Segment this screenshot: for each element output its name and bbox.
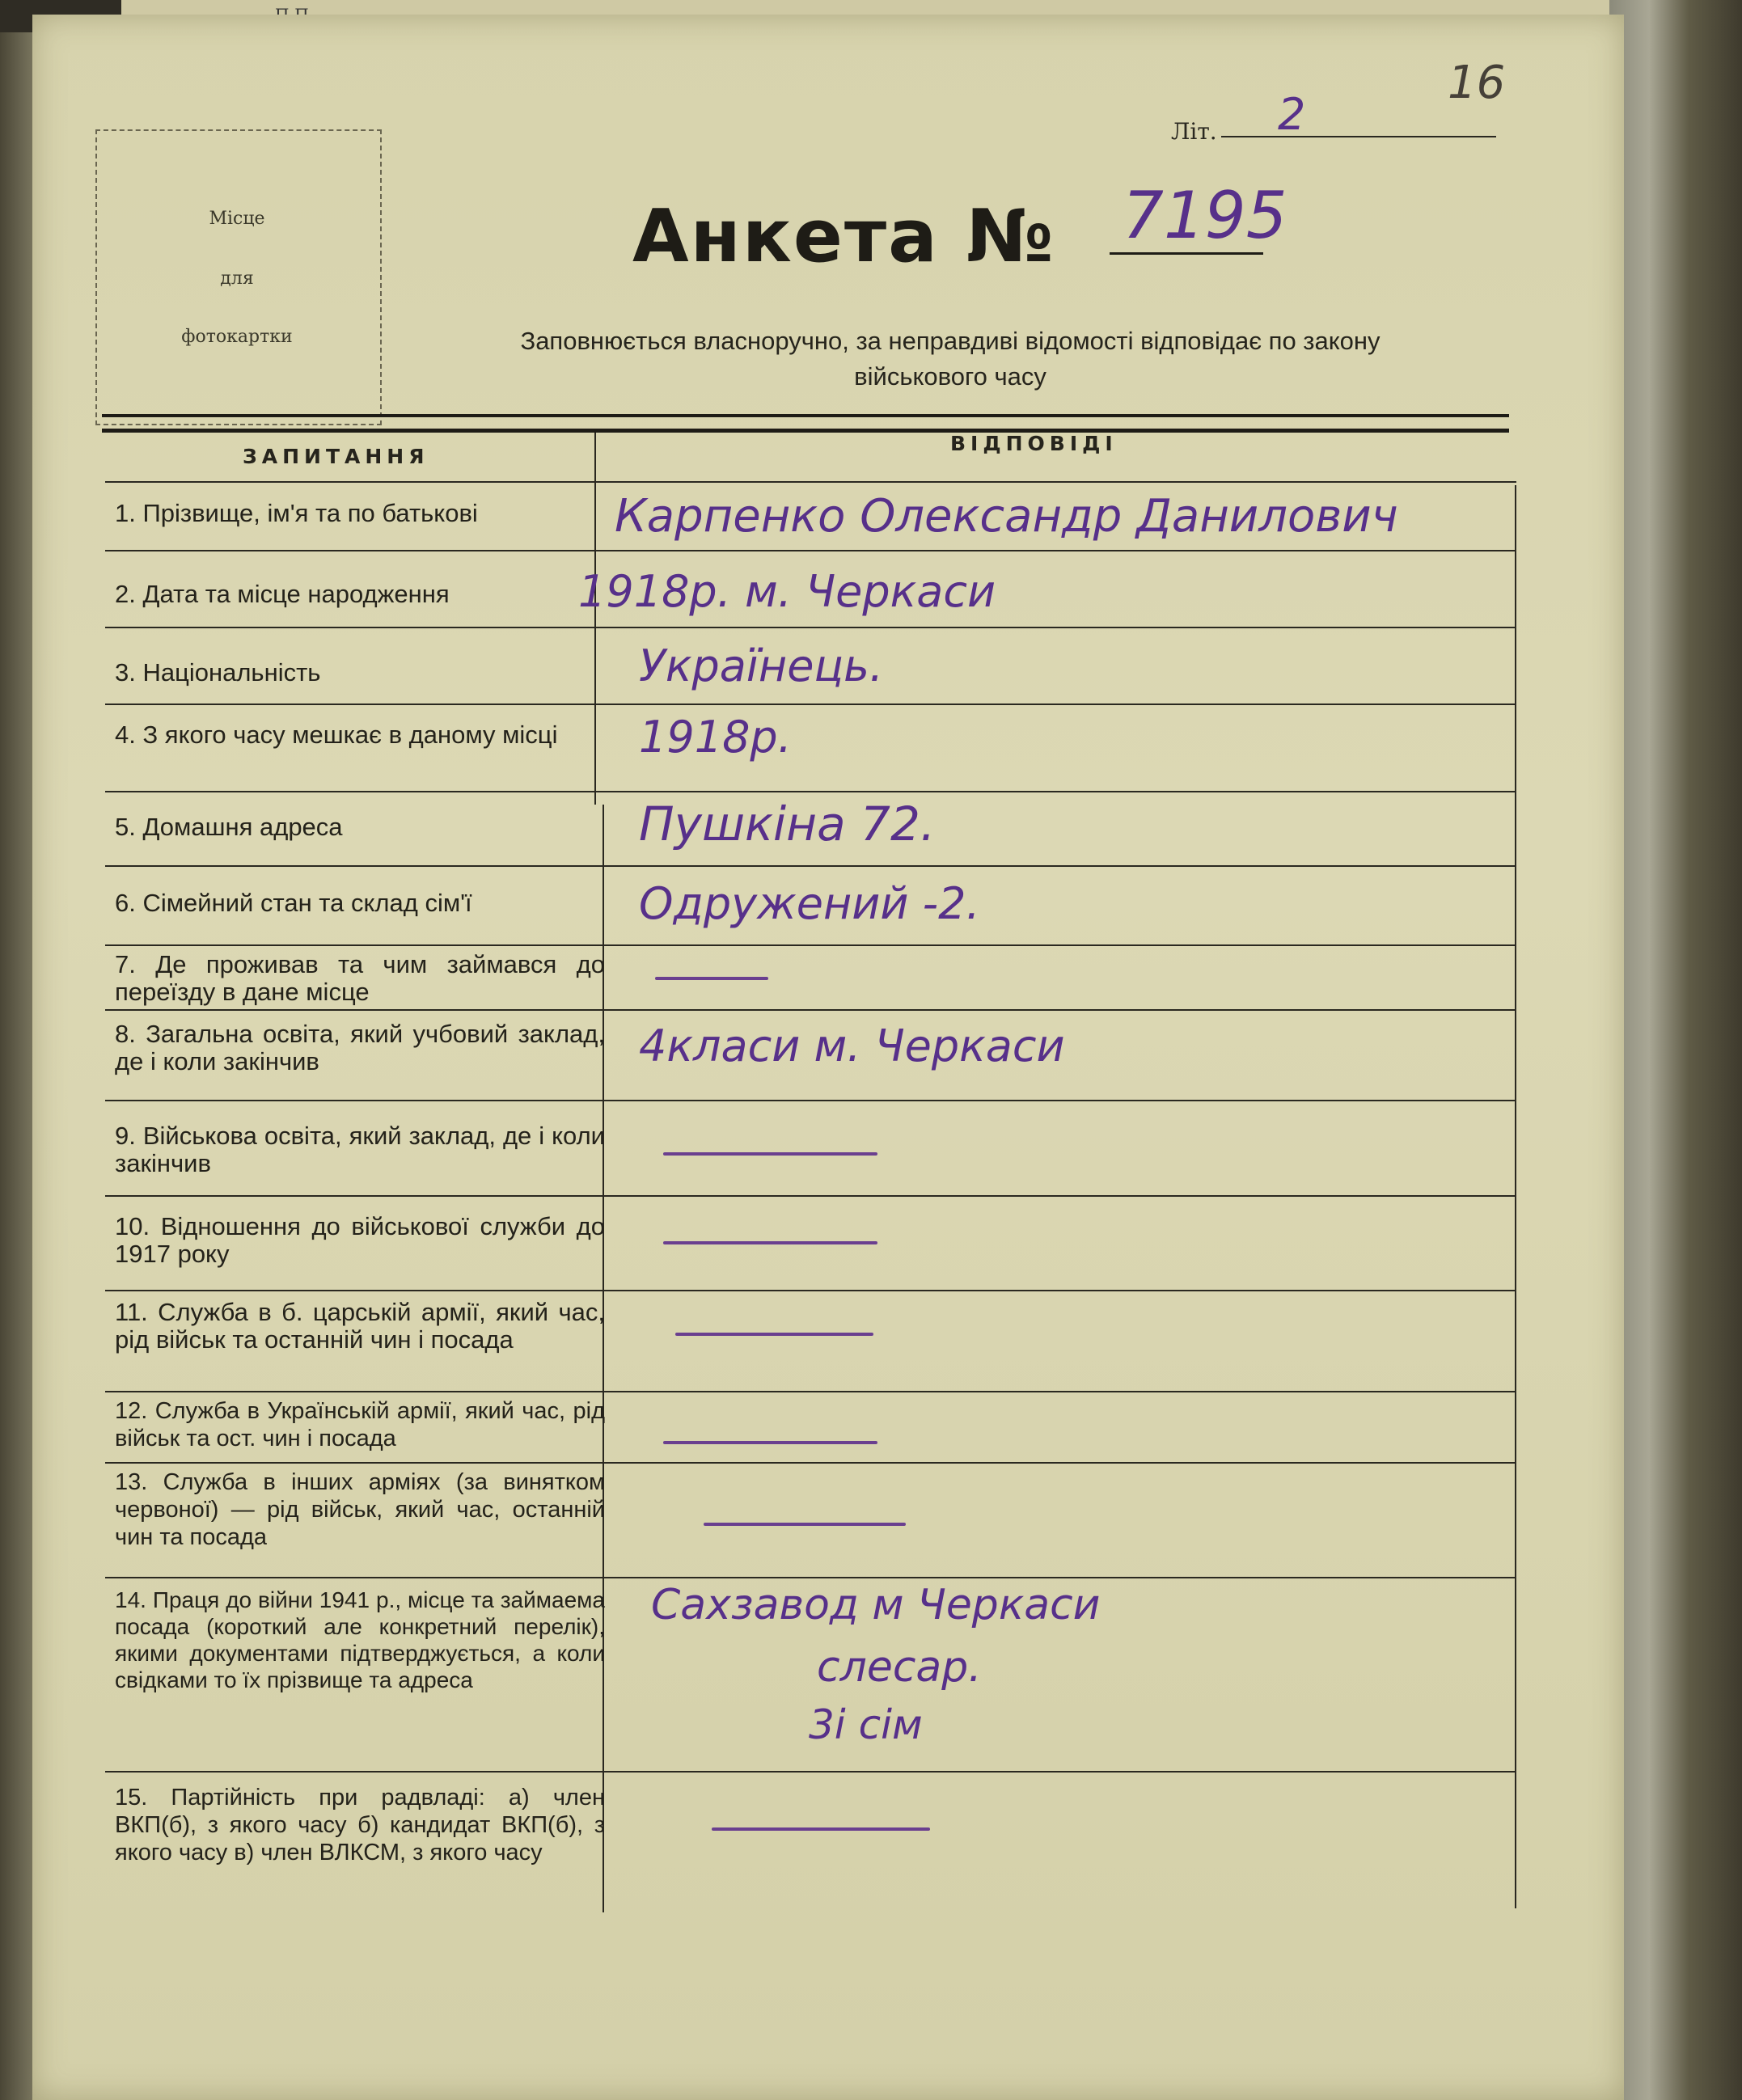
- row-line: [105, 1391, 1516, 1392]
- answer-14-work-line2: слесар.: [817, 1643, 982, 1692]
- question-10: 10. Відношення до військової служби до 1917 року: [115, 1212, 605, 1268]
- archive-page-number: 16: [1448, 57, 1506, 109]
- question-12: 12. Служба в Українській армії, який час, рід військ та ост. чин і посада: [115, 1398, 605, 1451]
- lit-label: Літ.: [1171, 118, 1217, 145]
- row-line: [105, 1009, 1516, 1011]
- answer-8-education: 4класи м. Черкаси: [639, 1020, 1065, 1071]
- form-title: Анкета №: [632, 194, 1055, 279]
- row-line: [105, 1462, 1516, 1464]
- answer-14-work-line3: 3і сім: [809, 1701, 923, 1748]
- answer-11-dash: [675, 1333, 873, 1336]
- row-line: [105, 791, 1516, 792]
- instructions-line2: військового часу: [854, 362, 1046, 391]
- answer-15-dash: [712, 1827, 930, 1831]
- row-line: [105, 865, 1516, 867]
- question-7: 7. Де проживав та чим займався до переїзду в дане місце: [115, 950, 605, 1006]
- lit-value: 2: [1278, 89, 1306, 140]
- row-line: [105, 1195, 1516, 1197]
- question-9: 9. Військова освіта, який заклад, де і коли закінчив: [115, 1122, 605, 1177]
- header-rule-double: [102, 429, 1509, 433]
- question-6: 6. Сімейний стан та склад сім'ї: [115, 889, 472, 917]
- photo-label-line3: фотокартки: [181, 327, 293, 347]
- answer-13-dash: [704, 1523, 906, 1526]
- row-line: [105, 1577, 1516, 1578]
- answer-6-family: Одружений -2.: [639, 878, 980, 929]
- header-rule-top: [102, 414, 1509, 417]
- question-3: 3. Національність: [115, 658, 321, 687]
- question-13: 13. Служба в інших арміях (за винятком червоної) — рід військ, який час, останній чин та посада: [115, 1469, 605, 1550]
- question-11: 11. Служба в б. царській армії, який час, рід військ та останній чин і посада: [115, 1298, 605, 1354]
- question-4: 4. З якого часу мешкає в даному місці: [115, 720, 558, 749]
- row-line: [105, 704, 1516, 705]
- question-15: 15. Партійність при радвладі: а) член ВКП(б), з якого часу б) кандидат ВКП(б), з якого часу в) член ВЛКСМ, з якого часу: [115, 1785, 605, 1865]
- row-line: [105, 481, 1516, 483]
- column-divider-upper: [594, 433, 596, 805]
- row-line: [105, 627, 1516, 628]
- answer-14-work-line1: Сахзавод м Черкаси: [651, 1581, 1101, 1629]
- question-1: 1. Прізвище, ім'я та по батькові: [115, 499, 478, 527]
- answer-2-birth: 1918р. м. Черкаси: [578, 566, 996, 617]
- answer-5-address: Пушкіна 72.: [639, 796, 936, 851]
- answer-7-dash: [655, 977, 768, 980]
- instructions-line1: Заповнюється власноручно, за неправдиві відомості відповідає по закону: [520, 327, 1380, 355]
- row-line: [105, 1290, 1516, 1291]
- row-line: [105, 1100, 1516, 1101]
- question-8: 8. Загальна освіта, який учбовий заклад, де і коли закінчив: [115, 1020, 605, 1075]
- table-right-border: [1515, 485, 1516, 1908]
- form-number: 7195: [1123, 178, 1287, 253]
- questions-column-header: ЗАПИТАННЯ: [243, 445, 429, 468]
- answer-12-dash: [663, 1441, 877, 1444]
- question-14: 14. Праця до війни 1941 р., місце та займаема посада (короткий але конкретний перелік), якими документами підтверджується, а коли свідками то їх прізвище та адреса: [115, 1587, 605, 1692]
- question-2: 2. Дата та місце народження: [115, 580, 450, 608]
- lit-underline: [1221, 136, 1496, 137]
- photo-label-line2: для: [220, 268, 254, 289]
- question-5: 5. Домашня адреса: [115, 813, 343, 841]
- form-instructions: [404, 323, 1496, 395]
- row-line: [105, 944, 1516, 946]
- folder-right-edge: [1609, 0, 1742, 2100]
- answer-3-nationality: Українець.: [639, 640, 884, 691]
- answer-10-dash: [663, 1241, 877, 1244]
- answer-9-dash: [663, 1152, 877, 1156]
- answer-1-full-name: Карпенко Олександр Данилович: [615, 490, 1398, 543]
- row-line: [105, 550, 1516, 551]
- photo-label-line1: Місце: [209, 209, 265, 229]
- answers-column-header: ВІДПОВІДІ: [950, 432, 1118, 455]
- answer-4-since: 1918р.: [639, 712, 792, 763]
- row-line: [105, 1771, 1516, 1773]
